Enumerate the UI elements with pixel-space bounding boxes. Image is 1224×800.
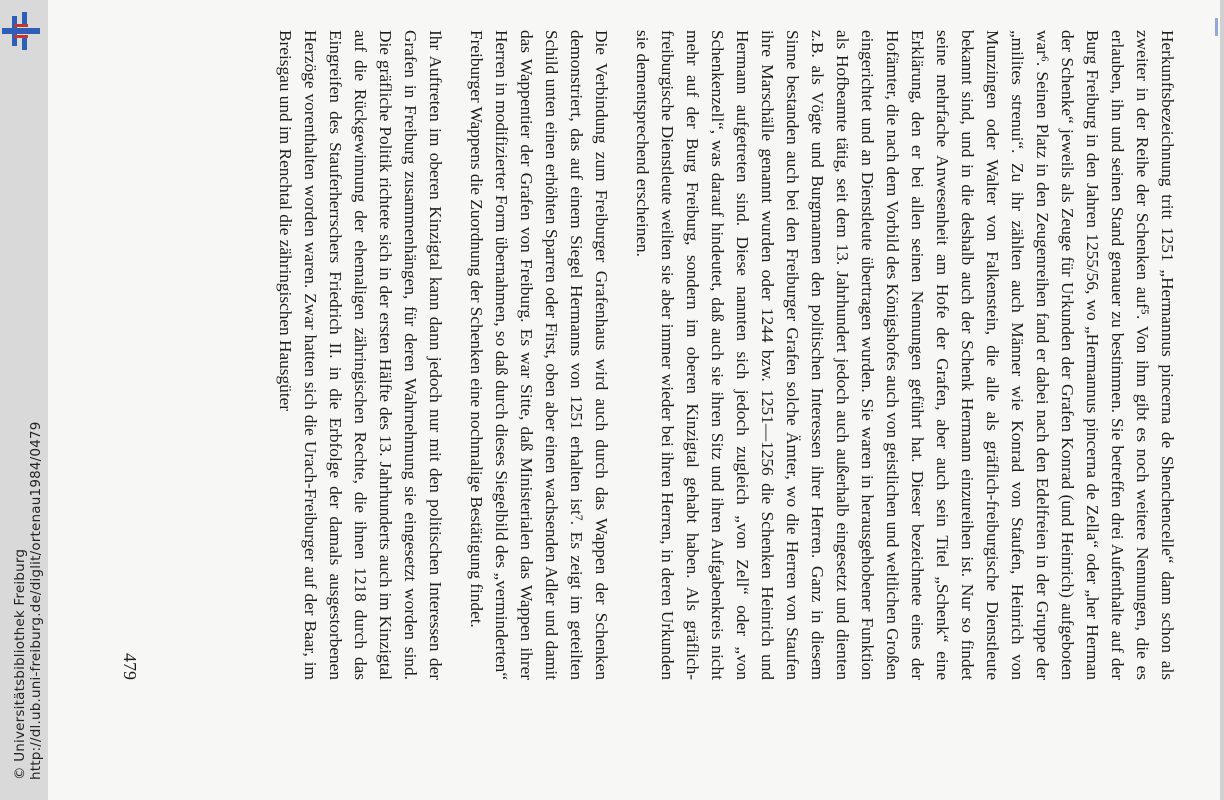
page-number: 479 — [120, 653, 140, 680]
copyright-notice: © Universitätsbibliothek Freiburg — [12, 548, 28, 780]
paragraph-2: Die Verbindung zum Freiburger Grafenhaus wird auch durch das Wappen der Schenken demonstriert, das auf einem Siegel Hermanns von 1251 erhalten ist⁷. Es zeigt im geteilten Schild unten einen erhöhten Sparren oder First, oben aber einen wachsenden Adler und damit das Wappentier der Grafen von Freiburg. Es war Sitte, daß Ministerialen das Wappen ihrer Herren in modifizierter Form übernahmen, so daß durch dieses Siegelbild des „verminderten“ Freiburger Wappens die Zuordnung der Schenken eine nochmalige Bestätigung findet. — [467, 30, 611, 680]
source-url[interactable]: http://dl.ub.uni-freiburg.de/diglit/ortenau1984/0479 — [28, 421, 44, 780]
page-corner-mark — [1215, 18, 1218, 36]
paragraph-1: Herkunftsbezeichnung tritt 1251 „Hermannus pincerna de Shenchencelle“ dann schon als zweiter in der Reihe der Schenken auf⁵. Von ihm gibt es noch weitere Nennungen, die es erlauben, ihn und seinen Stand genauer zu bestimmen. Sie betreffen drei Aufenthalte auf der Burg Freiburg in den Jahren 1255/56, wo „Hermannus pincerna de Zella“ oder „her Herman der Schenke“ jeweils als Zeuge für Urkunden der Grafen Konrad (und Heinrich) aufgeboten war⁶. Seinen Platz in den Zeugenreihen fand er dabei nach den Edelfreien in der Gruppe der „milites strenui“. Zu ihr zählten auch Männer wie Konrad von Staufen, Heinrich von Munzingen oder Walter von Falkenstein, die alle als gräflich-freiburgische Dienstleute bekannt sind, und in die deshalb auch der Schenk Hermann einzureihen ist. Nur so findet seine mehrfache Anwesenheit am Hofe der Grafen, aber auch sein Titel „Schenk“ eine Erklärung, den er bei allen seinen Nennungen geführt hat. Dieser bezeichnete eines der Hofämter, die nach dem Vorbild des Königshofes auch von geistlichen und weltlichen Großen eingerichtet und an Dienstleute übertragen wurden. Sie waren in herausgehobener Funktion als Hofbeamte tätig, seit dem 13. Jahrhundert jedoch auch außerhalb eingesetzt und dienten z.B. als Vögte und Burgmannen den politischen Interessen ihrer Herren. Ganz in diesem Sinne bestanden auch bei den Freiburger Grafen solche Ämter, wo die Herren von Staufen ihre Marschälle genannt wurden oder 1244 bzw. 1251—1256 die Schenken Heinrich und Hermann aufgetreten sind. Diese nannten sich jedoch zugleich „von Zell“ oder „von Schenkenzell“, was darauf hindeutet, daß auch sie ihren Sitz und ihren Aufgabenkreis nicht mehr auf der Burg Freiburg, sondern im oberen Kinzigtal gehabt haben. Als gräflich-freiburgische Dienstleute weilten sie aber immer wieder bei ihren Herren, in deren Urkunden sie dementsprechend erscheinen. — [633, 30, 1177, 680]
page-text — [120, 30, 1180, 680]
paragraph-3: Ihr Auftreten im oberen Kinzigtal kann dann jedoch nur mit den politischen Interessen der Grafen in Freiburg zusammenhängen, für deren Wahrnehmung sie eingesetzt worden sind. Die gräfliche Politik richtete sich in der ersten Hälfte des 13. Jahrhunderts auch im Kinzigtal auf die Rückgewinnung der ehemaligen zähringischen Rechte, die ihnen 1218 durch das Eingreifen des Stauferherrschers Friedrich II. in die Erbfolge der damals ausgestorbenen Herzöge vorenthalten worden waren. Zwar hatten sich die Urach-Freiburger auf der Baar, im Breisgau und im Renchtal die zähringischen Hausgüter — [276, 30, 445, 680]
uni-freiburg-logo-icon — [2, 12, 40, 50]
sidebar — [0, 0, 48, 800]
page-edge — [1220, 0, 1224, 800]
